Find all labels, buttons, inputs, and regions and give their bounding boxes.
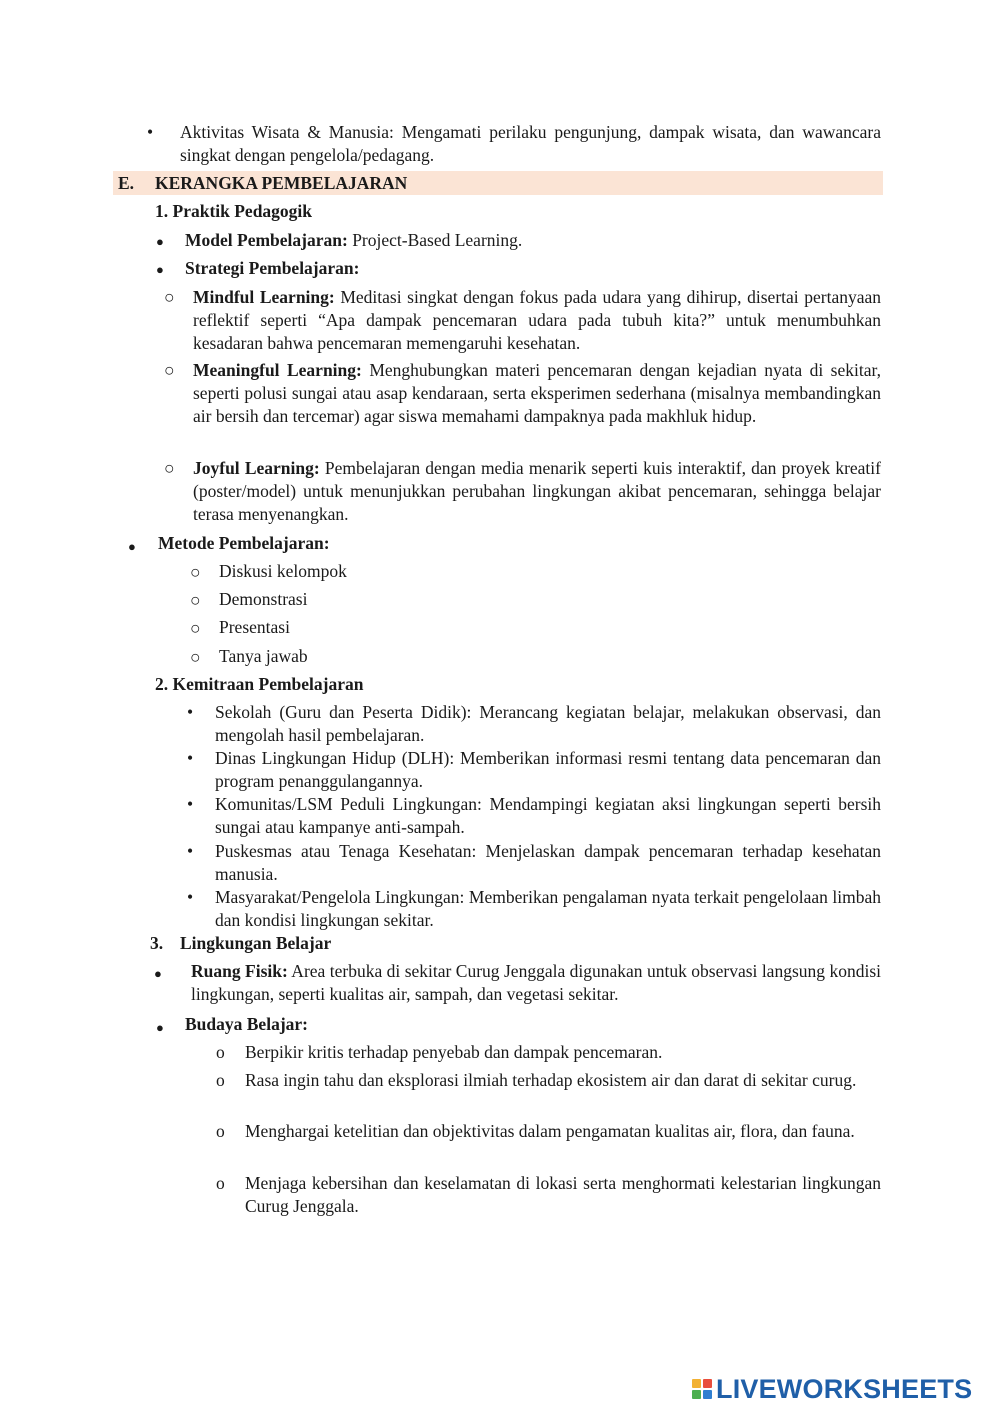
strategy-label: Joyful Learning: (193, 458, 320, 478)
bullet-marker: ● (154, 966, 162, 981)
strategy-text: Meditasi singkat dengan fokus pada udara yang dihirup, disertai pertanyaan reflektif seperti “Apa dampak pencemaran udara pada tubuh kita?” untuk menumbuhkan kesadaran bahwa pencemaran memengaruhi kesehatan. (193, 287, 881, 353)
bullet-marker: ● (128, 539, 136, 554)
metode-item: Tanya jawab (219, 646, 308, 666)
strategy-text: Menghubungkan materi pencemaran dengan kejadian nyata di sekitar, seperti polusi sungai atau asap kendaraan, serta eksperimen sederhana (misalnya membandingkan air bersih dan tercemar) agar siswa memahami dampaknya pada makhluk hidup. (193, 360, 881, 426)
budaya-item: Berpikir kritis terhadap penyebab dan dampak pencemaran. (245, 1042, 663, 1062)
liveworksheets-text: LIVEWORKSHEETS (716, 1373, 973, 1404)
o-marker: o (216, 1121, 225, 1141)
kemitraan-item: Puskesmas atau Tenaga Kesehatan: Menjelaskan dampak pencemaran terhadap kesehatan manusia. (215, 841, 881, 884)
model-value: Project-Based Learning. (347, 230, 523, 250)
bullet-marker: ● (156, 262, 164, 277)
budaya-item: Menjaga kebersihan dan keselamatan di lokasi serta menghormati kelestarian lingkungan Curug Jenggala. (245, 1173, 881, 1216)
metode-item: Diskusi kelompok (219, 561, 347, 581)
metode-item: Presentasi (219, 617, 290, 637)
ruang-label: Ruang Fisik: (191, 961, 288, 981)
section-letter: E. (118, 173, 135, 193)
bullet-marker: • (187, 887, 194, 907)
bullet-marker: • (187, 748, 194, 768)
strategy-meaningful (193, 359, 881, 428)
ruang-text: Area terbuka di sekitar Curug Jenggala digunakan untuk observasi langsung kondisi lingkungan, seperti kualitas air, sampah, dan vegetasi sekitar. (191, 961, 881, 1004)
strategy-joyful (193, 457, 881, 526)
metode-label: Metode Pembelajaran: (158, 533, 330, 553)
praktik-heading: 1. Praktik Pedagogik (155, 201, 313, 221)
strategy-label: Meaningful Learning: (193, 360, 362, 380)
kemitraan-heading: 2. Kemitraan Pembelajaran (155, 674, 364, 694)
bullet-marker: ● (156, 234, 164, 249)
lingkungan-heading: Lingkungan Belajar (180, 933, 332, 953)
o-marker: o (216, 1042, 225, 1062)
lingkungan-number: 3. (150, 933, 164, 953)
o-marker: o (216, 1173, 225, 1193)
budaya-item: Menghargai ketelitian dan objektivitas dalam pengamatan kualitas air, flora, dan fauna. (245, 1121, 855, 1141)
ring-marker: ○ (190, 618, 201, 638)
section-title: KERANGKA PEMBELAJARAN (155, 173, 408, 193)
bullet-marker: • (187, 702, 194, 722)
kemitraan-item: Masyarakat/Pengelola Lingkungan: Memberikan pengalaman nyata terkait pengelolaan limbah dan kondisi lingkungan sekitar. (215, 887, 881, 930)
ring-marker: ○ (164, 287, 175, 307)
ring-marker: ○ (164, 458, 175, 478)
metode-item: Demonstrasi (219, 589, 308, 609)
liveworksheets-icon (692, 1379, 712, 1399)
budaya-item: Rasa ingin tahu dan eksplorasi ilmiah terhadap ekosistem air dan darat di sekitar curug. (245, 1070, 857, 1090)
strategy-label: Mindful Learning: (193, 287, 335, 307)
kemitraan-item: Sekolah (Guru dan Peserta Didik): Merancang kegiatan belajar, melakukan observasi, dan mengolah hasil pembelajaran. (215, 702, 881, 745)
o-marker: o (216, 1070, 225, 1090)
ring-marker: ○ (190, 647, 201, 667)
ruang-fisik (191, 960, 881, 1006)
kemitraan-item: Dinas Lingkungan Hidup (DLH): Memberikan informasi resmi tentang data pencemaran dan program penanggulangannya. (215, 748, 881, 791)
model-line (185, 229, 885, 252)
ring-marker: ○ (190, 590, 201, 610)
bullet-marker: • (187, 794, 194, 814)
bullet-marker: • (187, 841, 194, 861)
intro-bullet-text: Aktivitas Wisata & Manusia: Mengamati perilaku pengunjung, dampak wisata, dan wawancara singkat dengan pengelola/pedagang. (180, 122, 881, 165)
bullet-marker: ● (156, 1020, 164, 1035)
strategy-text: Pembelajaran dengan media menarik seperti kuis interaktif, dan proyek kreatif (poster/model) untuk menunjukkan perubahan lingkungan akibat pencemaran, sehingga belajar terasa menyenangkan. (193, 458, 881, 524)
liveworksheets-logo (692, 1374, 972, 1404)
kemitraan-item: Komunitas/LSM Peduli Lingkungan: Mendampingi kegiatan aksi lingkungan seperti bersih sungai atau kampanye anti-sampah. (215, 794, 881, 837)
budaya-label: Budaya Belajar: (185, 1014, 308, 1034)
model-label: Model Pembelajaran: (185, 230, 348, 250)
strategi-label: Strategi Pembelajaran: (185, 258, 360, 278)
ring-marker: ○ (164, 360, 175, 380)
ring-marker: ○ (190, 562, 201, 582)
bullet-marker: • (147, 122, 154, 142)
strategy-mindful (193, 286, 881, 355)
